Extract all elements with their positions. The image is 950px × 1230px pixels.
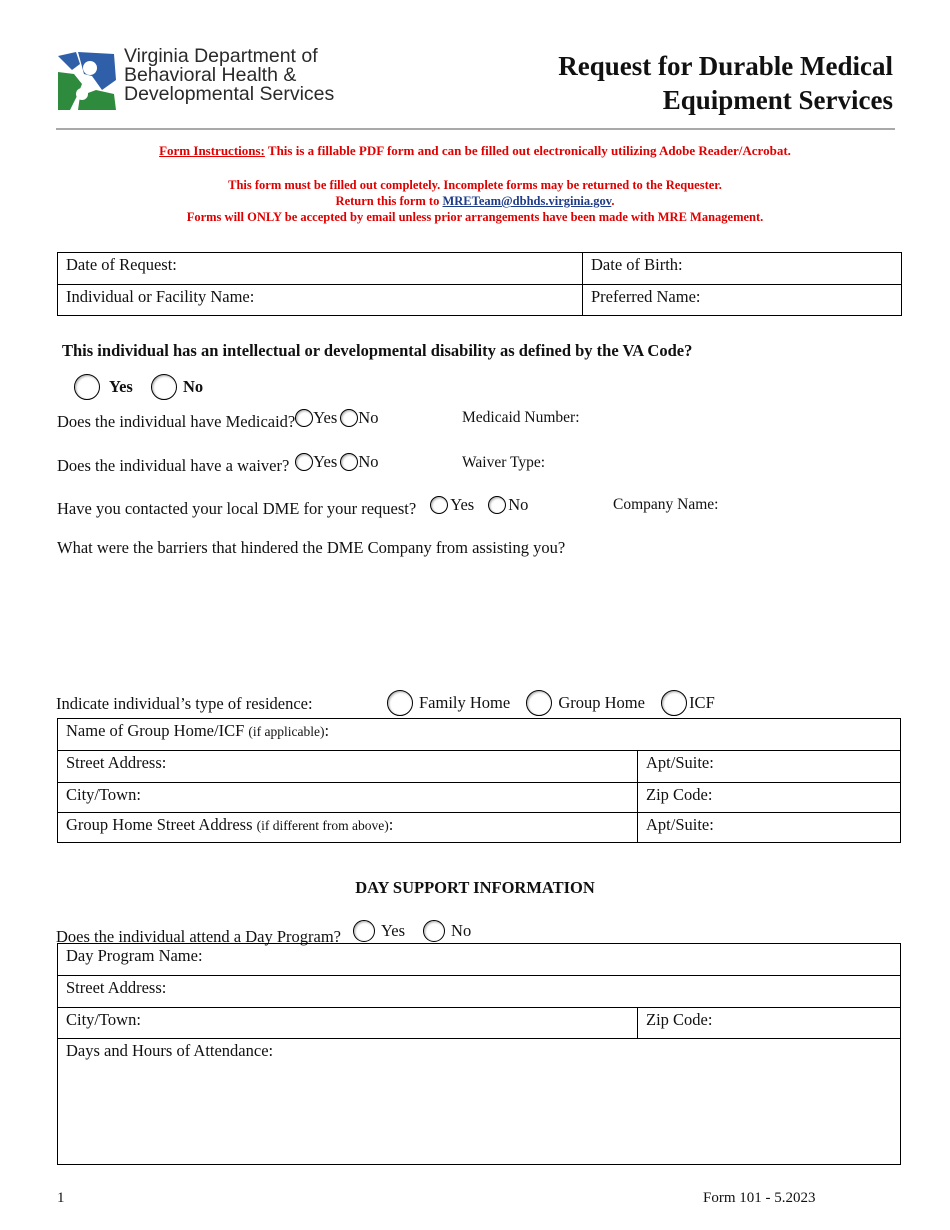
medicaid-yes-radio[interactable]: [295, 409, 313, 427]
date-of-request-field[interactable]: Date of Request:: [58, 253, 583, 285]
residence-group-home-option[interactable]: [526, 690, 645, 716]
residence-icf-option[interactable]: [661, 690, 715, 716]
dme-yes-label: Yes: [450, 495, 475, 514]
waiver-question: Does the individual have a waiver?: [57, 456, 290, 475]
email-link[interactable]: MRETeam@dbhds.virginia.gov: [442, 194, 612, 208]
residence-family-home-label: Family Home: [419, 693, 511, 712]
dme-no-radio[interactable]: [488, 496, 506, 514]
page-number: 1: [57, 1190, 65, 1206]
disability-no-radio[interactable]: [151, 374, 177, 400]
dme-no-label: No: [508, 495, 529, 514]
disability-options: [74, 374, 203, 405]
waiver-type-label: Waiver Type:: [462, 454, 546, 471]
company-name-label: Company Name:: [613, 496, 719, 513]
day-program-yes-radio[interactable]: [353, 920, 375, 942]
disability-no-option[interactable]: [151, 374, 203, 400]
waiver-yes-option[interactable]: [295, 452, 337, 472]
medicaid-no-radio[interactable]: [340, 409, 358, 427]
instructions-line-3: [0, 194, 950, 209]
waiver-question-row: [57, 452, 378, 476]
waiver-no-label: No: [358, 452, 379, 471]
group-home-street-colon: :: [388, 815, 394, 834]
day-program-zip-field[interactable]: Zip Code:: [638, 1008, 901, 1039]
residence-zip-field[interactable]: Zip Code:: [638, 783, 901, 813]
dme-no-option[interactable]: [488, 495, 528, 515]
day-program-street-field[interactable]: Street Address:: [58, 976, 901, 1008]
dbhds-logo-mark: [56, 50, 118, 112]
day-program-yes-option[interactable]: [353, 920, 405, 942]
dme-yes-radio[interactable]: [430, 496, 448, 514]
disability-yes-radio[interactable]: [74, 374, 100, 400]
header-divider: [56, 128, 895, 130]
dme-yes-option[interactable]: [430, 495, 474, 515]
disability-yes-label: Yes: [109, 377, 133, 396]
agency-name: [124, 47, 334, 104]
day-program-no-radio[interactable]: [423, 920, 445, 942]
agency-name-line-3: Developmental Services: [124, 83, 335, 105]
residence-table: [57, 718, 901, 843]
disability-no-label: No: [182, 377, 204, 396]
form-title-line-2: Equipment Services: [662, 85, 893, 115]
group-home-apt-field[interactable]: Apt/Suite:: [638, 813, 901, 843]
residence-options: [387, 690, 715, 721]
return-prefix: Return this form to: [335, 194, 443, 208]
day-support-heading: DAY SUPPORT INFORMATION: [355, 878, 595, 897]
group-home-name-colon: :: [324, 721, 330, 740]
if-applicable-note: (if applicable): [248, 724, 325, 739]
medicaid-no-option[interactable]: [340, 408, 378, 428]
day-program-city-field[interactable]: City/Town:: [58, 1008, 638, 1039]
request-info-table: [57, 252, 902, 316]
day-program-no-label: No: [451, 921, 472, 940]
residence-family-home-option[interactable]: [387, 690, 510, 716]
medicaid-question: Does the individual have Medicaid?: [57, 412, 296, 431]
dme-question: Have you contacted your local DME for your request?: [57, 499, 417, 518]
medicaid-yes-option[interactable]: [295, 408, 337, 428]
waiver-no-radio[interactable]: [340, 453, 358, 471]
medicaid-yes-label: Yes: [313, 408, 338, 427]
agency-name-line-2: Behavioral Health &: [124, 64, 297, 86]
instructions-text: This is a fillable PDF form and can be filled out electronically utilizing Adobe Reader/Acrobat.: [264, 143, 791, 158]
individual-name-field[interactable]: Individual or Facility Name:: [58, 285, 583, 316]
residence-street-field[interactable]: Street Address:: [58, 751, 638, 783]
agency-name-line-1: Virginia Department of: [124, 45, 318, 67]
instructions-line-2: This form must be filled out completely. Incomplete forms may be returned to the Requester.: [228, 178, 722, 192]
medicaid-question-row: [57, 408, 378, 432]
form-id: Form 101 - 5.2023: [703, 1190, 816, 1206]
day-program-question: Does the individual attend a Day Program?: [56, 927, 342, 946]
waiver-yes-radio[interactable]: [295, 453, 313, 471]
day-program-yes-label: Yes: [381, 921, 406, 940]
preferred-name-field[interactable]: Preferred Name:: [583, 285, 902, 316]
form-title-line-1: Request for Durable Medical: [558, 51, 893, 81]
group-home-name-label: Name of Group Home/ICF: [66, 721, 245, 740]
residence-group-home-radio[interactable]: [526, 690, 552, 716]
residence-icf-label: ICF: [689, 693, 715, 712]
instructions-line-1: [0, 143, 950, 159]
residence-group-home-label: Group Home: [558, 693, 645, 712]
barriers-question: What were the barriers that hindered the DME Company from assisting you?: [57, 538, 566, 557]
residence-family-home-radio[interactable]: [387, 690, 413, 716]
day-program-table: [57, 943, 901, 1165]
day-program-name-field[interactable]: Day Program Name:: [58, 944, 901, 976]
medicaid-number-label: Medicaid Number:: [462, 409, 580, 426]
disability-yes-option[interactable]: [74, 374, 133, 400]
date-of-birth-field[interactable]: Date of Birth:: [583, 253, 902, 285]
residence-icf-radio[interactable]: [661, 690, 687, 716]
group-home-street-label: Group Home Street Address: [66, 815, 253, 834]
group-home-street-field[interactable]: [58, 813, 638, 843]
day-program-no-option[interactable]: [423, 920, 471, 942]
residence-apt-field[interactable]: Apt/Suite:: [638, 751, 901, 783]
instructions-label: Form Instructions:: [159, 143, 265, 158]
dme-question-row: [57, 495, 528, 519]
instructions-line-4: Forms will ONLY be accepted by email unless prior arrangements have been made with MRE Management.: [186, 210, 764, 224]
days-hours-field[interactable]: Days and Hours of Attendance:: [58, 1039, 901, 1165]
residence-city-field[interactable]: City/Town:: [58, 783, 638, 813]
disability-question: This individual has an intellectual or developmental disability as defined by the VA Code?: [62, 341, 693, 360]
group-home-name-field[interactable]: [58, 719, 901, 751]
waiver-yes-label: Yes: [313, 452, 338, 471]
medicaid-no-label: No: [358, 408, 379, 427]
return-suffix: .: [611, 194, 615, 208]
residence-question: Indicate individual’s type of residence:: [56, 694, 313, 713]
waiver-no-option[interactable]: [340, 452, 378, 472]
if-different-note: (if different from above): [256, 818, 389, 833]
form-title: [558, 49, 893, 117]
